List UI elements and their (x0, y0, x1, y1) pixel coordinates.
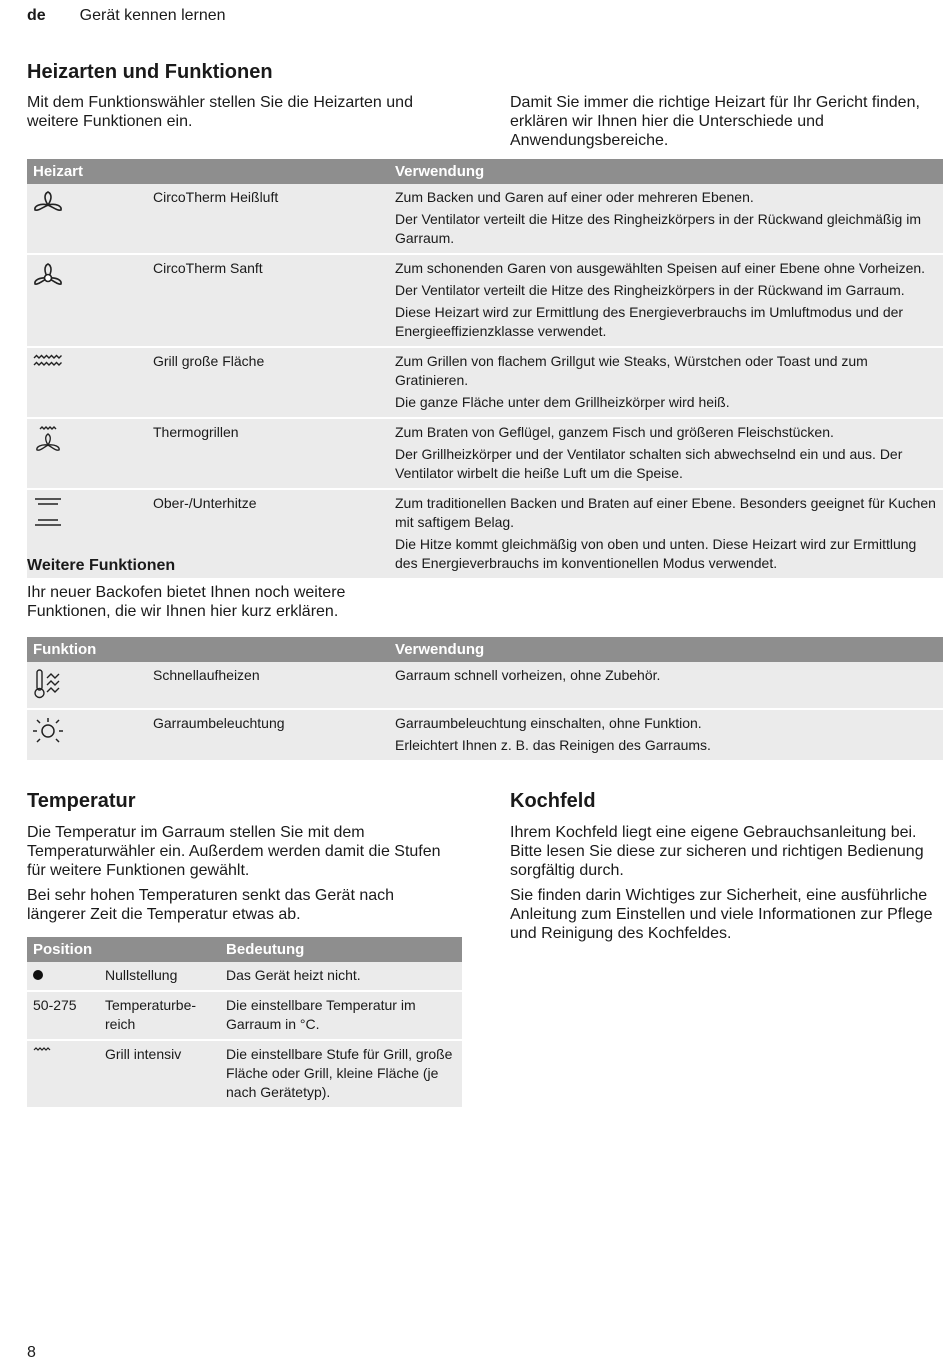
kochfeld-paragraph-1: Ihrem Kochfeld liegt eine eigene Gebrauchsanleitung bei. Bitte lesen Sie diese zur sicheren und richtigen Bedienung sorgfältig durch. (510, 824, 924, 879)
heizarten-intro-left: Mit dem Funktionswähler stellen Sie die Heizarten und weitere Funktionen ein. (27, 94, 413, 130)
verwendung-line: Garraum schnell vorheizen, ohne Zubehör. (395, 667, 661, 683)
verwendung-line: Zum traditionellen Backen und Braten auf einer Ebene. Besonders geeignet für Kuchen mit saftigem Belag. (395, 495, 936, 530)
grill-large-icon (31, 354, 65, 370)
header-title: Gerät kennen lernen (79, 7, 226, 24)
kochfeld-paragraph-2: Sie finden darin Wichtiges zur Sicherheit, eine ausführliche Anleitung zum Einstellen und viele Informationen zur Pflege und Reinigung des Kochfeldes. (510, 887, 933, 942)
page-header (27, 7, 226, 25)
table-row (27, 347, 943, 418)
lamp-icon (31, 716, 65, 748)
section-title-weitere: Weitere Funktionen (27, 557, 176, 574)
position-meaning: Das Gerät heizt nicht. (220, 962, 462, 991)
position-value: 50-275 (27, 991, 99, 1040)
position-meaning: Die einstellbare Stufe für Grill, große Fläche oder Grill, kleine Fläche (je nach Gerätetyp). (220, 1040, 462, 1108)
fan-gentle-icon (31, 261, 65, 293)
position-meaning: Die einstellbare Temperatur im Garraum in °C. (220, 991, 462, 1040)
section-title-heizarten: Heizarten und Funktionen (27, 61, 273, 83)
table-row (27, 709, 943, 761)
verwendung-line: Zum schonenden Garen von ausgewählten Speisen auf einer Ebene ohne Vorheizen. (395, 260, 926, 276)
table-row (27, 418, 943, 489)
table-header-position: Position (27, 937, 220, 962)
top-bottom-heat-icon (31, 496, 65, 530)
heizart-name: Thermogrillen (147, 418, 389, 489)
funktion-name: Garraumbeleuchtung (147, 709, 389, 761)
weitere-intro: Ihr neuer Backofen bietet Ihnen noch weitere Funktionen, die wir Ihnen hier kurz erklären. (27, 584, 346, 620)
dot-icon (33, 970, 43, 980)
table-header-verwendung: Verwendung (389, 159, 943, 184)
grill-small-icon (33, 1045, 51, 1053)
table-header-funktion: Funktion (27, 637, 389, 662)
table-row (27, 1040, 462, 1108)
table-header-bedeutung: Bedeutung (220, 937, 462, 962)
verwendung-line: Zum Grillen von flachem Grillgut wie Steaks, Würstchen oder Toast und zum Gratinieren. (395, 353, 868, 388)
table-row (27, 962, 462, 991)
verwendung-line: Garraumbeleuchtung einschalten, ohne Funktion. (395, 715, 702, 731)
verwendung-line: Erleichtert Ihnen z. B. das Reinigen des Garraums. (395, 737, 711, 753)
section-title-temperatur: Temperatur (27, 790, 136, 812)
language-code: de (27, 7, 46, 24)
table-row (27, 991, 462, 1040)
verwendung-line: Der Ventilator verteilt die Hitze des Ringheizkörpers in der Rückwand im Garraum. (395, 282, 905, 298)
verwendung-line: Zum Braten von Geflügel, ganzem Fisch und größeren Fleischstücken. (395, 424, 834, 440)
temperatur-table (27, 937, 462, 1109)
page-number: 8 (27, 1344, 36, 1361)
heizart-name: Grill große Fläche (147, 347, 389, 418)
verwendung-line: Der Grillheizkörper und der Ventilator schalten sich abwechselnd ein und aus. Der Ventilator wirbelt die heiße Luft um die Speise. (395, 446, 903, 481)
funktion-name: Schnellaufheizen (147, 662, 389, 709)
fan-icon (31, 190, 65, 220)
temperatur-paragraph-2: Bei sehr hohen Temperaturen senkt das Gerät nach längerer Zeit die Temperatur etwas ab. (27, 887, 395, 923)
heizarten-intro-right: Damit Sie immer die richtige Heizart für Ihr Gericht finden, erklären wir Ihnen hier die Unterschiede und Anwendungsbereiche. (510, 94, 920, 149)
heizart-name: CircoTherm Sanft (147, 254, 389, 347)
verwendung-line: Diese Heizart wird zur Ermittlung des Energieverbrauchs im Umluftmodus und der Energieeffizienzklasse verwendet. (395, 304, 904, 339)
position-name: Grill intensiv (99, 1040, 220, 1108)
thermogrill-icon (31, 425, 65, 457)
verwendung-line: Die ganze Fläche unter dem Grillheizkörper wird heiß. (395, 394, 730, 410)
position-name: Temperaturbe-reich (99, 991, 220, 1040)
position-name: Nullstellung (99, 962, 220, 991)
table-row (27, 662, 943, 709)
heizarten-table (27, 159, 943, 580)
verwendung-line: Der Ventilator verteilt die Hitze des Ringheizkörpers in der Rückwand gleichmäßig im Garraum. (395, 211, 922, 246)
verwendung-line: Die Hitze kommt gleichmäßig von oben und unten. Diese Heizart wird zur Ermittlung des Energieverbrauchs im konventionellen Modus verwendet. (395, 536, 917, 571)
table-row (27, 254, 943, 347)
table-header-heizart: Heizart (27, 159, 389, 184)
heizart-name: Ober-/Unterhitze (147, 489, 389, 579)
funktionen-table (27, 637, 943, 762)
section-title-kochfeld: Kochfeld (510, 790, 596, 812)
table-row (27, 184, 943, 254)
heizart-name: CircoTherm Heißluft (147, 184, 389, 254)
rapid-heat-icon (31, 668, 65, 700)
table-header-verwendung: Verwendung (389, 637, 943, 662)
verwendung-line: Zum Backen und Garen auf einer oder mehreren Ebenen. (395, 189, 754, 205)
temperatur-paragraph-1: Die Temperatur im Garraum stellen Sie mit dem Temperaturwähler ein. Außerdem werden damit die Stufen für weitere Funktionen gewählt. (27, 824, 441, 879)
